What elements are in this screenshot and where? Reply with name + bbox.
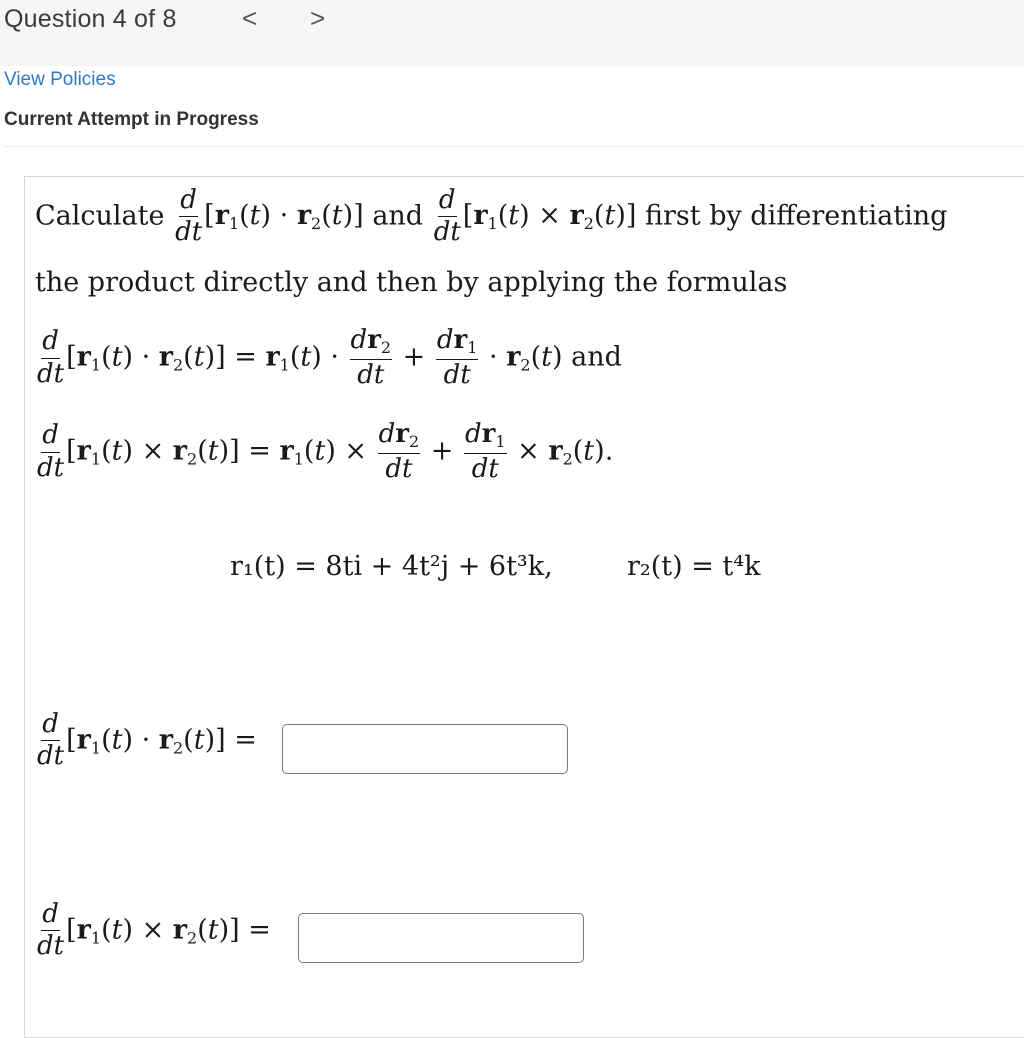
and-word: and <box>372 200 424 232</box>
derivative-operator: $\frac{d}{dt}$ <box>175 185 203 248</box>
intro-rest: first by differentiating <box>644 200 948 232</box>
chevron-right-icon[interactable]: > <box>310 3 326 33</box>
dot-product-expression: $[r_1(t) \cdot r_2(t)]$ <box>204 200 364 234</box>
dot-product-formula: $\frac{d}{dt}$ $[r_1(t) \cdot r_2(t)] = r_1(t)$ · $\frac{dr_2}{dt}$ + $\frac{dr_1}{dt}$ · $r_2(t)$ and <box>37 325 622 390</box>
dot-product-answer-input[interactable] <box>282 724 568 774</box>
formula-and-word: and <box>571 341 622 373</box>
intro-word: Calculate <box>35 200 165 232</box>
derivative-operator: $\frac{d}{dt}$ <box>433 185 461 248</box>
cross-product-expression: $[r_1(t) \times r_2(t)]$ <box>462 200 637 234</box>
question-header <box>0 0 1024 66</box>
problem-line-1 <box>35 187 947 247</box>
view-policies-link[interactable]: View Policies <box>4 69 116 90</box>
cross-product-formula: $\frac{d}{dt}$ $[r_1(t) \times r_2(t)] = r_1(t)$ × $\frac{dr_2}{dt}$ + $\frac{dr_1}{dt}$ × $r_2(t)$. <box>37 419 614 484</box>
given-r1: r₁(t) = 8ti + 4t²j + 6t³k, <box>230 551 553 582</box>
question-counter: Question 4 of 8 <box>4 5 177 33</box>
problem-line-2: the product directly and then by applying the formulas <box>35 267 788 298</box>
attempt-status: Current Attempt in Progress <box>4 109 259 130</box>
divider <box>4 146 1024 147</box>
chevron-left-icon[interactable]: < <box>242 3 258 33</box>
dot-product-answer-label: $\frac{d}{dt}$ $[r_1(t) \cdot r_2(t)]$ = <box>37 709 257 772</box>
cross-product-answer-label: $\frac{d}{dt}$ $[r_1(t) \times r_2(t)]$ = <box>37 899 271 962</box>
cross-product-answer-input[interactable] <box>298 913 584 963</box>
question-panel <box>24 176 1024 1038</box>
given-r2: r₂(t) = t⁴k <box>627 551 761 582</box>
